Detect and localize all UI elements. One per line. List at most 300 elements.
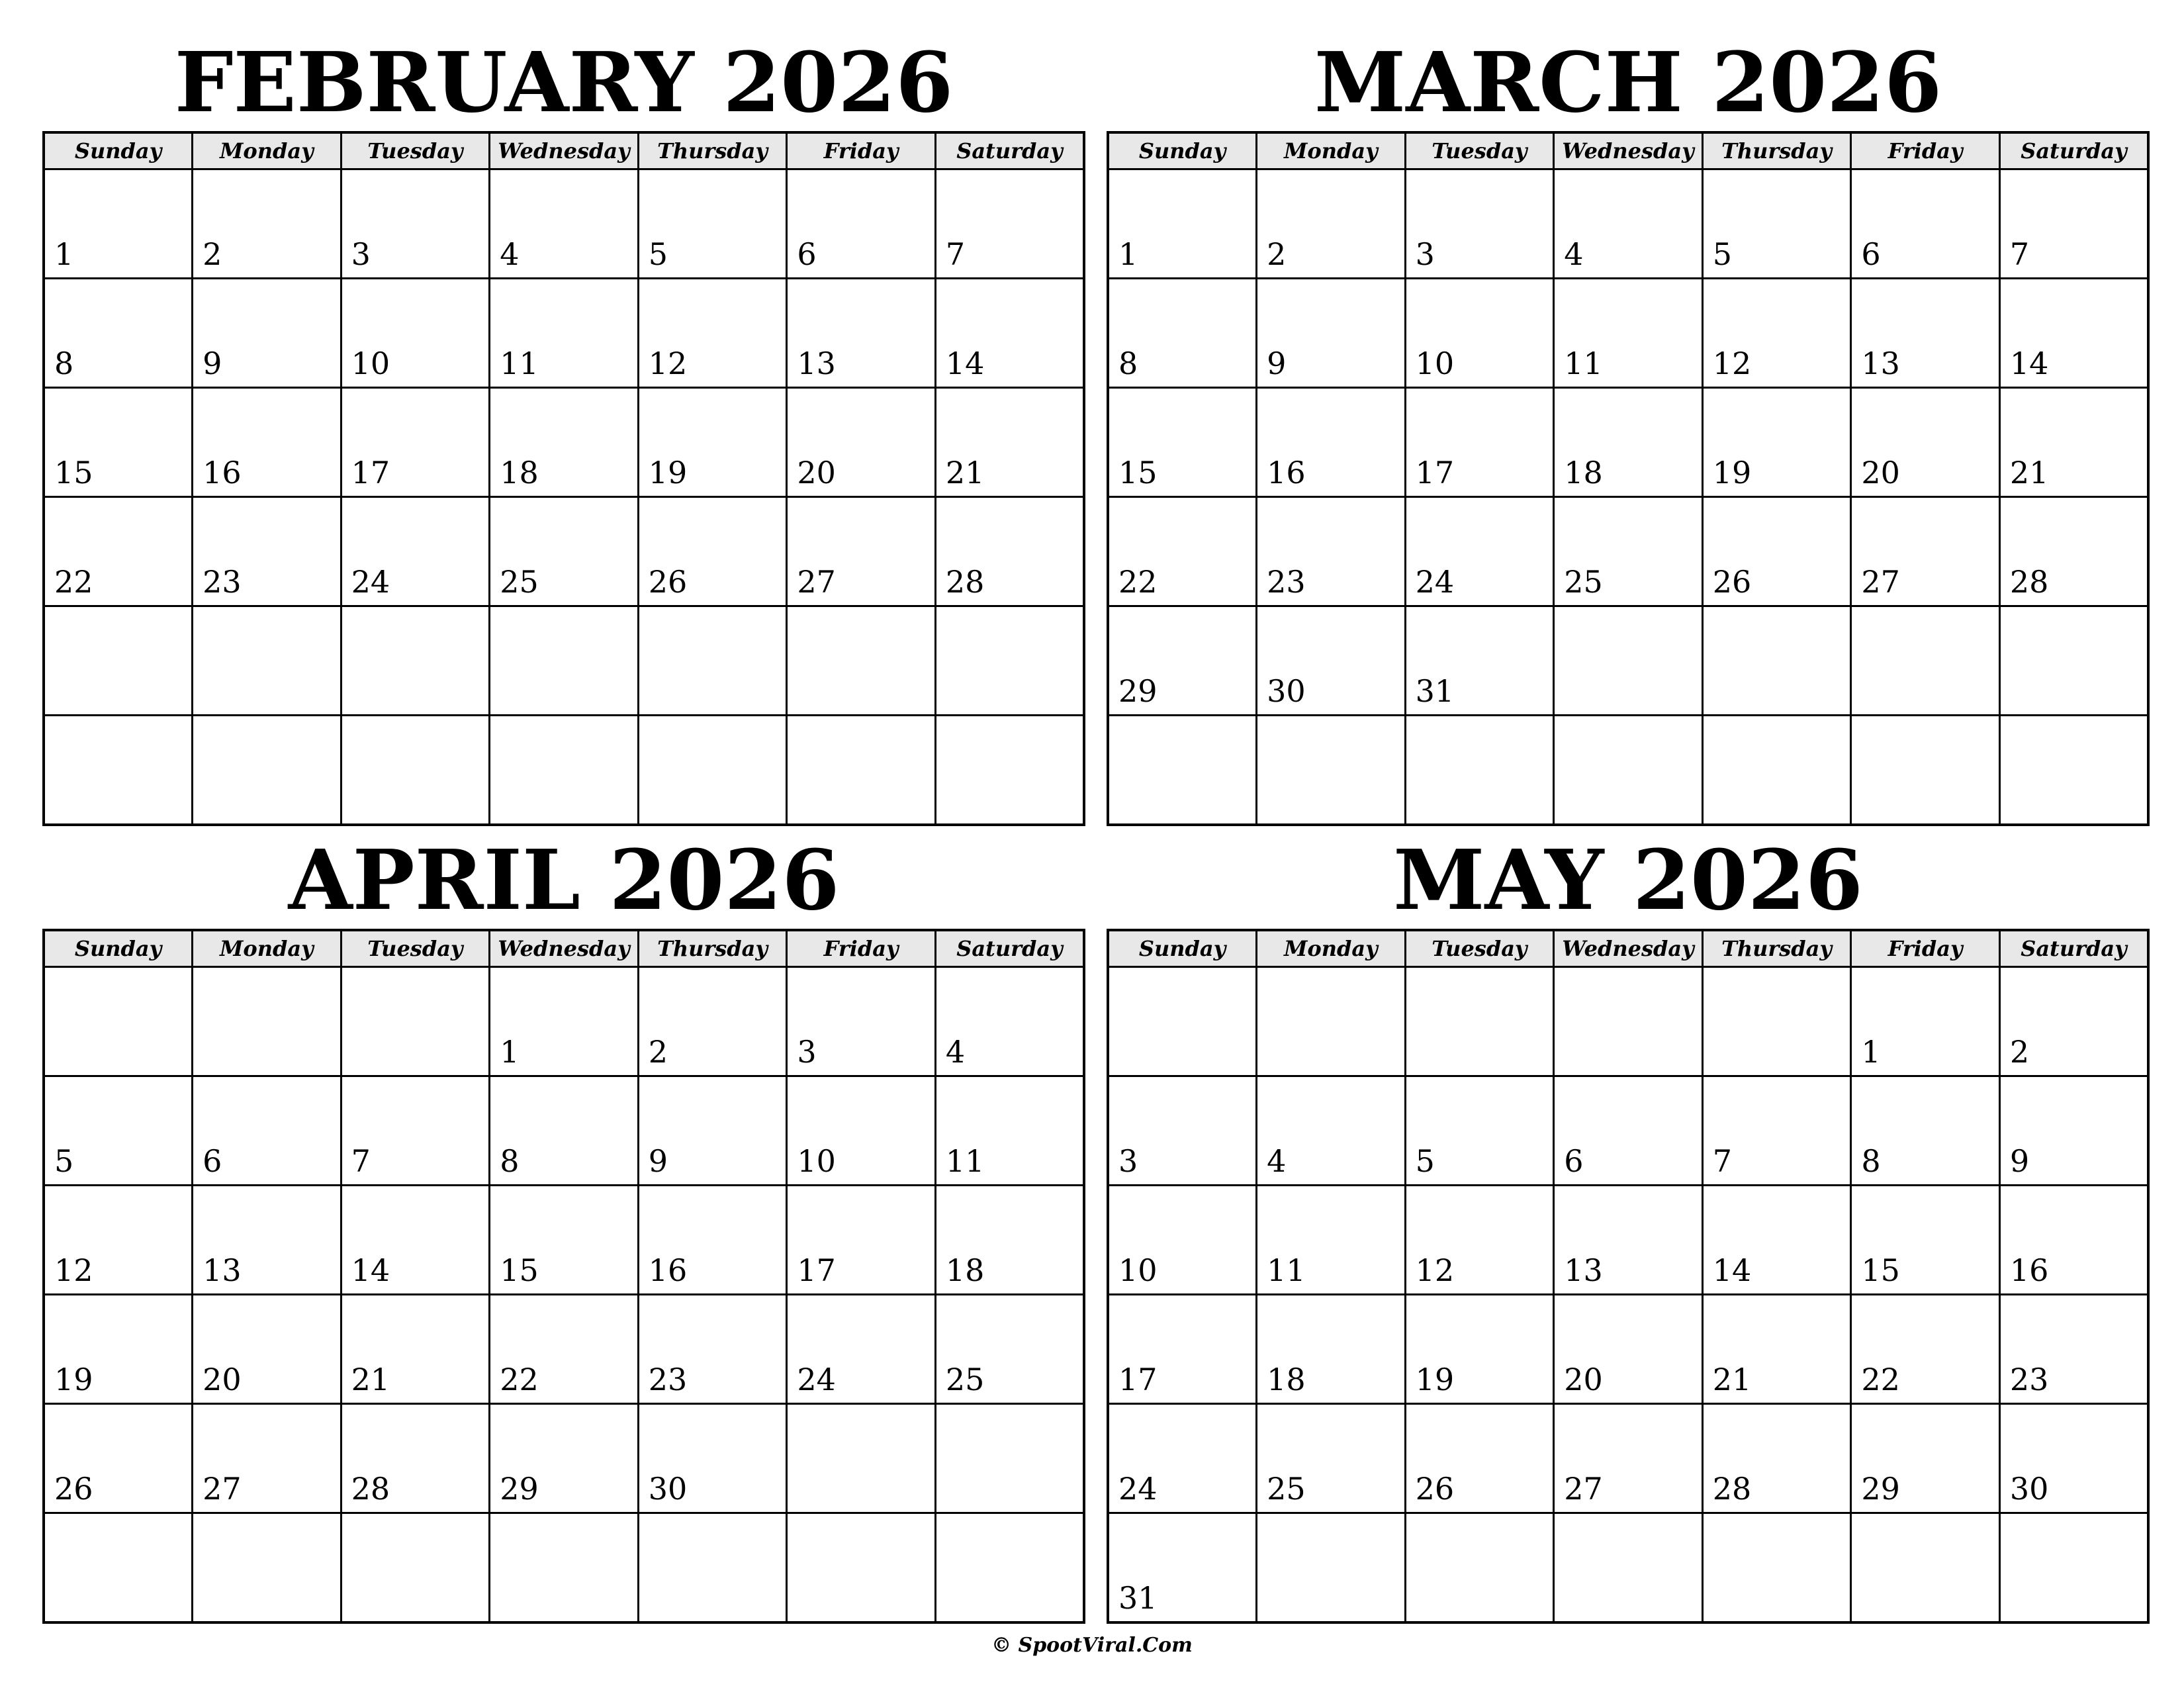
day-number: 8 bbox=[54, 346, 74, 381]
day-number: 1 bbox=[54, 236, 74, 272]
week-row bbox=[1108, 1404, 2148, 1513]
day-cell bbox=[787, 1186, 936, 1295]
day-cell bbox=[1554, 497, 1703, 606]
day-number: 3 bbox=[1118, 1143, 1138, 1179]
day-cell bbox=[787, 1404, 936, 1513]
day-cell bbox=[490, 967, 639, 1076]
day-number: 14 bbox=[945, 346, 985, 381]
day-number: 25 bbox=[1564, 564, 1603, 600]
day-cell bbox=[1702, 1186, 1851, 1295]
day-cell bbox=[1851, 1295, 2000, 1404]
day-cell bbox=[1999, 606, 2148, 716]
day-number: 13 bbox=[203, 1252, 242, 1288]
day-cell bbox=[1108, 169, 1257, 279]
day-number: 11 bbox=[945, 1143, 985, 1179]
day-cell bbox=[44, 497, 193, 606]
day-number: 13 bbox=[1564, 1252, 1603, 1288]
weekday-header: Sunday bbox=[1108, 132, 1257, 169]
week-row bbox=[1108, 1295, 2148, 1404]
day-number: 16 bbox=[203, 455, 242, 491]
day-number: 12 bbox=[1712, 346, 1752, 381]
day-number: 19 bbox=[54, 1362, 93, 1397]
day-cell bbox=[44, 1295, 193, 1404]
day-cell bbox=[1257, 1513, 1406, 1623]
day-cell bbox=[787, 169, 936, 279]
day-cell bbox=[1554, 716, 1703, 825]
day-number: 23 bbox=[648, 1362, 688, 1397]
day-cell bbox=[1702, 279, 1851, 388]
week-row bbox=[1108, 388, 2148, 497]
day-cell bbox=[787, 716, 936, 825]
day-number: 22 bbox=[1861, 1362, 1900, 1397]
day-cell bbox=[1999, 1076, 2148, 1186]
day-number: 18 bbox=[1267, 1362, 1306, 1397]
day-cell bbox=[638, 606, 787, 716]
week-row bbox=[1108, 606, 2148, 716]
day-number: 17 bbox=[797, 1252, 836, 1288]
day-cell bbox=[341, 169, 490, 279]
day-cell bbox=[935, 1404, 1084, 1513]
day-number: 13 bbox=[1861, 346, 1900, 381]
day-number: 15 bbox=[1118, 455, 1158, 491]
day-cell bbox=[1108, 606, 1257, 716]
day-number: 22 bbox=[500, 1362, 539, 1397]
day-number: 5 bbox=[1415, 1143, 1435, 1179]
day-number: 16 bbox=[2009, 1252, 2049, 1288]
day-number: 4 bbox=[1564, 236, 1584, 272]
day-cell bbox=[638, 967, 787, 1076]
weekday-header: Sunday bbox=[1108, 930, 1257, 967]
day-number: 5 bbox=[54, 1143, 74, 1179]
day-number: 8 bbox=[1118, 346, 1138, 381]
day-number: 1 bbox=[500, 1034, 520, 1070]
day-cell bbox=[1999, 1513, 2148, 1623]
day-cell bbox=[1257, 967, 1406, 1076]
day-cell bbox=[1702, 497, 1851, 606]
day-cell bbox=[1702, 716, 1851, 825]
day-cell bbox=[787, 967, 936, 1076]
day-number: 10 bbox=[351, 346, 390, 381]
day-cell bbox=[1851, 967, 2000, 1076]
day-number: 25 bbox=[500, 564, 539, 600]
day-number: 28 bbox=[945, 564, 985, 600]
day-cell bbox=[638, 279, 787, 388]
day-cell bbox=[1257, 606, 1406, 716]
week-row bbox=[44, 497, 1084, 606]
day-cell bbox=[787, 1295, 936, 1404]
day-cell bbox=[787, 606, 936, 716]
day-cell bbox=[193, 1513, 341, 1623]
month-title: FEBRUARY 2026 bbox=[174, 34, 954, 131]
weekday-header: Monday bbox=[1257, 132, 1406, 169]
weekday-header: Wednesday bbox=[1554, 132, 1703, 169]
day-number: 18 bbox=[945, 1252, 985, 1288]
day-cell bbox=[787, 279, 936, 388]
day-cell bbox=[44, 1404, 193, 1513]
day-number: 13 bbox=[797, 346, 836, 381]
weekday-header: Wednesday bbox=[490, 930, 639, 967]
calendar-grid bbox=[1107, 131, 2150, 826]
day-cell bbox=[1851, 1186, 2000, 1295]
day-number: 23 bbox=[2009, 1362, 2049, 1397]
day-number: 2 bbox=[2009, 1034, 2030, 1070]
day-number: 27 bbox=[203, 1471, 242, 1507]
weekday-header: Sunday bbox=[44, 930, 193, 967]
day-number: 1 bbox=[1861, 1034, 1881, 1070]
day-number: 26 bbox=[54, 1471, 93, 1507]
weekday-header: Monday bbox=[193, 132, 341, 169]
day-number: 20 bbox=[1861, 455, 1900, 491]
day-number: 11 bbox=[1267, 1252, 1306, 1288]
day-number: 24 bbox=[1118, 1471, 1158, 1507]
day-cell bbox=[935, 169, 1084, 279]
day-cell bbox=[1108, 967, 1257, 1076]
day-cell bbox=[44, 169, 193, 279]
week-row bbox=[44, 1404, 1084, 1513]
calendar-grid bbox=[1107, 929, 2150, 1624]
day-number: 7 bbox=[351, 1143, 371, 1179]
day-number: 14 bbox=[351, 1252, 390, 1288]
day-cell bbox=[935, 1076, 1084, 1186]
day-number: 5 bbox=[648, 236, 668, 272]
day-number: 27 bbox=[1861, 564, 1900, 600]
weekday-header: Thursday bbox=[638, 132, 787, 169]
day-cell bbox=[341, 388, 490, 497]
day-number: 6 bbox=[797, 236, 817, 272]
day-number: 24 bbox=[797, 1362, 836, 1397]
day-number: 20 bbox=[797, 455, 836, 491]
calendar-grid bbox=[42, 929, 1085, 1624]
day-cell bbox=[935, 388, 1084, 497]
day-cell bbox=[1108, 716, 1257, 825]
day-number: 19 bbox=[1415, 1362, 1455, 1397]
weekday-header-row bbox=[44, 930, 1084, 967]
day-cell bbox=[638, 169, 787, 279]
day-cell bbox=[1851, 1404, 2000, 1513]
day-cell bbox=[341, 606, 490, 716]
day-number: 22 bbox=[54, 564, 93, 600]
day-cell bbox=[193, 716, 341, 825]
day-cell bbox=[44, 279, 193, 388]
day-number: 4 bbox=[1267, 1143, 1287, 1179]
day-number: 27 bbox=[797, 564, 836, 600]
day-cell bbox=[1702, 1076, 1851, 1186]
day-cell bbox=[341, 1186, 490, 1295]
day-number: 11 bbox=[1564, 346, 1603, 381]
week-row bbox=[44, 1295, 1084, 1404]
day-cell bbox=[935, 1295, 1084, 1404]
weekday-header: Tuesday bbox=[1405, 132, 1554, 169]
week-row bbox=[1108, 967, 2148, 1076]
day-cell bbox=[490, 1513, 639, 1623]
weekday-header: Tuesday bbox=[1405, 930, 1554, 967]
weekday-header: Sunday bbox=[44, 132, 193, 169]
week-row bbox=[44, 716, 1084, 825]
day-cell bbox=[935, 1513, 1084, 1623]
day-cell bbox=[1554, 388, 1703, 497]
day-number: 20 bbox=[203, 1362, 242, 1397]
day-number: 7 bbox=[2009, 236, 2030, 272]
day-cell bbox=[1999, 1404, 2148, 1513]
day-cell bbox=[1108, 1186, 1257, 1295]
week-row bbox=[1108, 279, 2148, 388]
day-number: 22 bbox=[1118, 564, 1158, 600]
day-cell bbox=[490, 169, 639, 279]
day-cell bbox=[1108, 1076, 1257, 1186]
day-number: 9 bbox=[2009, 1143, 2030, 1179]
day-cell bbox=[1257, 388, 1406, 497]
weekday-header: Saturday bbox=[1999, 930, 2148, 967]
week-row bbox=[44, 967, 1084, 1076]
day-number: 7 bbox=[945, 236, 966, 272]
day-cell bbox=[1108, 279, 1257, 388]
week-row bbox=[1108, 169, 2148, 279]
day-number: 17 bbox=[351, 455, 390, 491]
day-number: 14 bbox=[1712, 1252, 1752, 1288]
day-number: 25 bbox=[945, 1362, 985, 1397]
day-cell bbox=[193, 1404, 341, 1513]
weekday-header: Friday bbox=[787, 132, 936, 169]
weekday-header: Wednesday bbox=[490, 132, 639, 169]
day-number: 21 bbox=[945, 455, 985, 491]
day-number: 26 bbox=[1415, 1471, 1455, 1507]
day-number: 2 bbox=[1267, 236, 1287, 272]
day-cell bbox=[490, 1186, 639, 1295]
week-row bbox=[1108, 1186, 2148, 1295]
day-cell bbox=[193, 169, 341, 279]
day-cell bbox=[1554, 169, 1703, 279]
day-cell bbox=[1257, 1295, 1406, 1404]
day-cell bbox=[44, 1513, 193, 1623]
day-cell bbox=[935, 967, 1084, 1076]
day-cell bbox=[44, 1186, 193, 1295]
day-number: 5 bbox=[1712, 236, 1733, 272]
day-number: 12 bbox=[54, 1252, 93, 1288]
day-cell bbox=[1999, 967, 2148, 1076]
day-cell bbox=[490, 1076, 639, 1186]
day-cell bbox=[341, 1076, 490, 1186]
copyright-footer: © SpootViral.Com bbox=[991, 1634, 1193, 1657]
day-cell bbox=[193, 606, 341, 716]
day-cell bbox=[1702, 1404, 1851, 1513]
day-cell bbox=[1851, 716, 2000, 825]
week-row bbox=[44, 606, 1084, 716]
day-number: 7 bbox=[1712, 1143, 1733, 1179]
day-cell bbox=[638, 716, 787, 825]
day-number: 24 bbox=[1415, 564, 1455, 600]
day-cell bbox=[490, 716, 639, 825]
week-row bbox=[1108, 497, 2148, 606]
day-number: 15 bbox=[1861, 1252, 1900, 1288]
day-cell bbox=[1405, 497, 1554, 606]
day-cell bbox=[193, 1186, 341, 1295]
weekday-header: Tuesday bbox=[341, 132, 490, 169]
day-cell bbox=[1554, 1076, 1703, 1186]
day-cell bbox=[193, 279, 341, 388]
day-number: 9 bbox=[203, 346, 222, 381]
day-cell bbox=[341, 1513, 490, 1623]
day-cell bbox=[1405, 1404, 1554, 1513]
day-cell bbox=[1999, 388, 2148, 497]
day-cell bbox=[935, 1186, 1084, 1295]
day-cell bbox=[1405, 1295, 1554, 1404]
day-number: 28 bbox=[2009, 564, 2049, 600]
day-number: 9 bbox=[1267, 346, 1287, 381]
day-cell bbox=[935, 497, 1084, 606]
weekday-header: Friday bbox=[1851, 930, 2000, 967]
day-cell bbox=[1851, 606, 2000, 716]
day-number: 9 bbox=[648, 1143, 668, 1179]
day-cell bbox=[1851, 169, 2000, 279]
day-number: 8 bbox=[500, 1143, 520, 1179]
day-number: 4 bbox=[500, 236, 520, 272]
month-title: MAY 2026 bbox=[1393, 832, 1863, 929]
day-cell bbox=[1554, 1295, 1703, 1404]
day-number: 6 bbox=[1564, 1143, 1584, 1179]
day-number: 19 bbox=[648, 455, 688, 491]
day-cell bbox=[44, 967, 193, 1076]
day-number: 30 bbox=[648, 1471, 688, 1507]
weekday-header-row bbox=[44, 132, 1084, 169]
day-cell bbox=[935, 716, 1084, 825]
day-cell bbox=[1851, 279, 2000, 388]
day-cell bbox=[1702, 1513, 1851, 1623]
day-cell bbox=[341, 967, 490, 1076]
day-cell bbox=[490, 388, 639, 497]
day-number: 15 bbox=[54, 455, 93, 491]
week-row bbox=[44, 1513, 1084, 1623]
day-cell bbox=[1405, 716, 1554, 825]
weekday-header-row bbox=[1108, 132, 2148, 169]
day-cell bbox=[1999, 1295, 2148, 1404]
day-number: 12 bbox=[648, 346, 688, 381]
day-cell bbox=[490, 1404, 639, 1513]
day-cell bbox=[638, 1076, 787, 1186]
day-cell bbox=[490, 1295, 639, 1404]
day-cell bbox=[1702, 388, 1851, 497]
day-number: 16 bbox=[648, 1252, 688, 1288]
day-cell bbox=[341, 279, 490, 388]
weekday-header: Thursday bbox=[1702, 930, 1851, 967]
day-cell bbox=[341, 1295, 490, 1404]
day-cell bbox=[1257, 279, 1406, 388]
week-row bbox=[1108, 716, 2148, 825]
week-row bbox=[44, 1076, 1084, 1186]
day-cell bbox=[638, 1295, 787, 1404]
day-cell bbox=[1851, 1076, 2000, 1186]
day-number: 29 bbox=[1118, 673, 1158, 709]
day-cell bbox=[490, 279, 639, 388]
day-cell bbox=[193, 388, 341, 497]
day-cell bbox=[1108, 1404, 1257, 1513]
day-cell bbox=[1108, 388, 1257, 497]
day-number: 25 bbox=[1267, 1471, 1306, 1507]
day-number: 4 bbox=[945, 1034, 966, 1070]
day-number: 26 bbox=[1712, 564, 1752, 600]
weekday-header: Saturday bbox=[935, 132, 1084, 169]
day-number: 19 bbox=[1712, 455, 1752, 491]
day-cell bbox=[1999, 169, 2148, 279]
day-number: 26 bbox=[648, 564, 688, 600]
day-cell bbox=[44, 716, 193, 825]
day-cell bbox=[44, 388, 193, 497]
day-cell bbox=[1405, 388, 1554, 497]
weekday-header: Friday bbox=[787, 930, 936, 967]
day-cell bbox=[341, 497, 490, 606]
day-number: 16 bbox=[1267, 455, 1306, 491]
day-cell bbox=[1851, 497, 2000, 606]
day-number: 31 bbox=[1118, 1580, 1158, 1616]
day-number: 18 bbox=[1564, 455, 1603, 491]
day-cell bbox=[1257, 716, 1406, 825]
weekday-header: Saturday bbox=[935, 930, 1084, 967]
month-title: MARCH 2026 bbox=[1314, 34, 1942, 131]
weekday-header: Monday bbox=[1257, 930, 1406, 967]
day-cell bbox=[193, 497, 341, 606]
day-number: 23 bbox=[203, 564, 242, 600]
day-number: 2 bbox=[203, 236, 222, 272]
day-number: 14 bbox=[2009, 346, 2049, 381]
day-cell bbox=[1999, 279, 2148, 388]
day-number: 8 bbox=[1861, 1143, 1881, 1179]
day-cell bbox=[935, 279, 1084, 388]
day-cell bbox=[193, 967, 341, 1076]
day-cell bbox=[1405, 967, 1554, 1076]
day-number: 6 bbox=[203, 1143, 222, 1179]
day-cell bbox=[341, 1404, 490, 1513]
day-number: 3 bbox=[1415, 236, 1435, 272]
day-cell bbox=[638, 388, 787, 497]
day-number: 29 bbox=[500, 1471, 539, 1507]
weekday-header: Saturday bbox=[1999, 132, 2148, 169]
day-number: 29 bbox=[1861, 1471, 1900, 1507]
weekday-header-row bbox=[1108, 930, 2148, 967]
weekday-header: Tuesday bbox=[341, 930, 490, 967]
day-cell bbox=[638, 1513, 787, 1623]
day-number: 3 bbox=[797, 1034, 817, 1070]
day-number: 24 bbox=[351, 564, 390, 600]
week-row bbox=[44, 388, 1084, 497]
day-cell bbox=[193, 1295, 341, 1404]
calendar-grid bbox=[42, 131, 1085, 826]
day-number: 21 bbox=[1712, 1362, 1752, 1397]
day-cell bbox=[1257, 1404, 1406, 1513]
day-number: 18 bbox=[500, 455, 539, 491]
day-cell bbox=[1257, 1076, 1406, 1186]
day-number: 15 bbox=[500, 1252, 539, 1288]
day-cell bbox=[1405, 169, 1554, 279]
day-cell bbox=[490, 606, 639, 716]
day-number: 10 bbox=[1118, 1252, 1158, 1288]
week-row bbox=[1108, 1076, 2148, 1186]
day-cell bbox=[490, 497, 639, 606]
weekday-header: Wednesday bbox=[1554, 930, 1703, 967]
day-cell bbox=[638, 497, 787, 606]
day-number: 27 bbox=[1564, 1471, 1603, 1507]
day-number: 10 bbox=[797, 1143, 836, 1179]
day-cell bbox=[1702, 967, 1851, 1076]
day-cell bbox=[1851, 1513, 2000, 1623]
weekday-header: Thursday bbox=[1702, 132, 1851, 169]
day-number: 17 bbox=[1415, 455, 1455, 491]
day-cell bbox=[1108, 497, 1257, 606]
day-cell bbox=[1554, 1186, 1703, 1295]
day-cell bbox=[1554, 967, 1703, 1076]
day-cell bbox=[1554, 1404, 1703, 1513]
day-cell bbox=[1405, 1186, 1554, 1295]
day-cell bbox=[1554, 279, 1703, 388]
day-cell bbox=[1257, 497, 1406, 606]
